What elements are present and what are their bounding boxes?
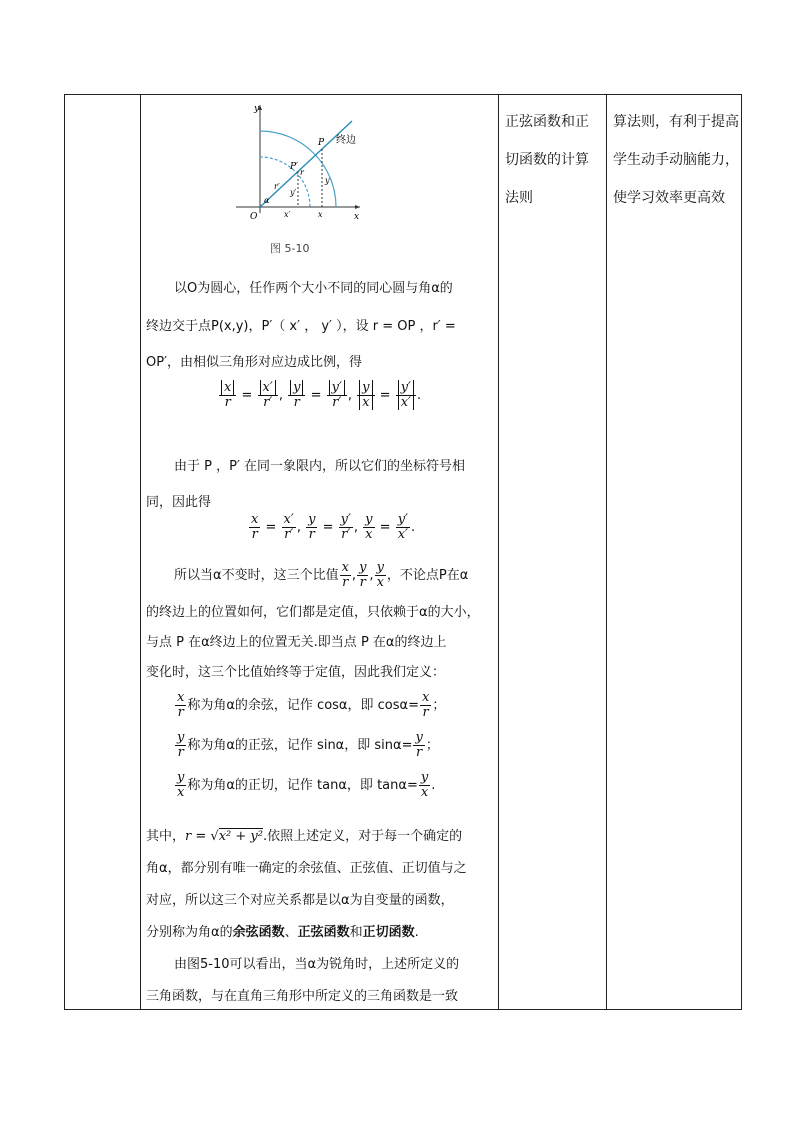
text-run: 称为角α的正弦，记作 sinα，即 sinα=	[187, 738, 413, 753]
bold-term: 余弦函数	[232, 925, 285, 940]
bold-term: 正切函数	[362, 925, 415, 940]
cell-line: 切函数的计算	[505, 152, 589, 168]
bold-term: 正弦函数	[297, 925, 350, 940]
paragraph-line: 终边交于点P(x,y)，P′（ x′ ， y′ ），设 r = OP ，r′ =	[146, 319, 456, 334]
definition-tan: $\frac{y}{x}$ 称为角α的正切，记作 tanα，即 tanα= $\frac{y}{x}$ .	[177, 770, 436, 800]
r-label: r	[300, 168, 304, 177]
yp-seg-label: y′	[290, 188, 297, 197]
lesson-table	[64, 94, 742, 1010]
origin-label: O	[250, 212, 258, 221]
ratio-formula-2: $\frac{x}{r}$ = $\frac{x'}{r'}$ , $\frac{y}{r}$ = $\frac{y'}{r'}$ , $\frac{y}{x}$ = $\frac{y'}{x'}$ .	[251, 512, 416, 542]
text-run: 、	[284, 925, 298, 940]
text-run: 其中，	[146, 829, 186, 844]
paragraph-line: 同，因此得	[146, 495, 212, 510]
definition-sin: $\frac{y}{r}$ 称为角α的正弦，记作 sinα，即 sinα= $\frac{y}{r}$ ；	[177, 730, 439, 760]
text-run: 所以当α不变时，这三个比值	[174, 568, 339, 583]
cell-line: 使学习效率更高效	[613, 190, 725, 206]
paragraph-line: 所以当α不变时，这三个比值 $\frac{x}{r}$ , $\frac{y}{r}$ , $\frac{y}{x}$ ，不论点P在α	[174, 560, 469, 590]
text-run: .	[414, 925, 419, 940]
alpha-label: α	[264, 196, 270, 205]
cell-line: 法则	[505, 190, 533, 206]
paragraph-line: 与点 P 在α终边上的位置无关.即当点 P 在α的终边上	[146, 635, 447, 650]
terminal-side	[260, 121, 352, 207]
terminal-side-label: 终边	[336, 135, 356, 146]
paragraph-line: 以O为圆心，任作两个大小不同的同心圆与角α的	[174, 281, 453, 296]
paragraph-line: 三角函数，与在直角三角形中所定义的三角函数是一致	[146, 989, 459, 1004]
text-run: 分别称为角α的	[146, 925, 233, 940]
design-intent-cell	[613, 103, 739, 217]
cell-line: 学生动手动脑能力，	[613, 152, 739, 168]
cell-line: 正弦函数和正	[505, 114, 589, 130]
teaching-point-cell	[505, 103, 589, 217]
rp-label: r′	[274, 182, 280, 191]
x-axis-arrow	[355, 205, 360, 209]
paragraph-line: OP′，由相似三角形对应边成比例，得	[146, 355, 363, 370]
paragraph-line: 变化时，这三个比值始终等于定值，因此我们定义：	[146, 665, 446, 680]
unit-circle-figure	[232, 101, 362, 221]
paragraph-line	[146, 921, 419, 940]
text-run: ，不论点P在α	[386, 568, 469, 583]
column-divider	[498, 95, 499, 1009]
column-divider	[140, 95, 141, 1009]
ratio-formula-1: $\frac{x}{r}$ = $\frac{x'}{r'}$ , $\frac{y}{r}$ = $\frac{y'}{r'}$ , $\frac{y}{x}$ = $\frac{y'}{x'}$ .	[218, 381, 421, 410]
cell-line: 算法则，有利于提高	[613, 114, 739, 130]
definition-cos: $\frac{x}{r}$ 称为角α的余弦，记作 cosα，即 cosα= $\frac{x}{r}$ ；	[177, 690, 446, 720]
figure-caption: 图 5-10	[270, 242, 310, 255]
xp-seg-label: x′	[284, 210, 291, 219]
paragraph-line: 的终边上的位置如何，它们都是定值，只依赖于α的大小，	[146, 605, 480, 620]
pp-label: P′	[290, 162, 299, 172]
x-label: x	[354, 212, 360, 221]
text-run: 称为角α的正切，记作 tanα，即 tanα=	[187, 778, 418, 793]
x-seg-label: x	[318, 210, 323, 219]
y-label: y	[254, 104, 260, 114]
paragraph-line: 由于 P ，P′ 在同一象限内，所以它们的坐标符号相	[174, 459, 466, 474]
p-label: P	[318, 138, 325, 148]
paragraph-line: 由图5-10可以看出，当α为锐角时，上述所定义的	[174, 957, 460, 972]
paragraph-line: 其中，r = √x² + y².依照上述定义，对于每一个确定的	[146, 829, 463, 844]
text-run: 和	[349, 925, 363, 940]
paragraph-line: 对应，所以这三个对应关系都是以α为自变量的函数，	[146, 893, 454, 908]
text-run: 称为角α的余弦，记作 cosα，即 cosα=	[187, 698, 419, 713]
column-divider	[606, 95, 607, 1009]
text-run: .依照上述定义，对于每一个确定的	[262, 829, 463, 844]
paragraph-line: 角α，都分别有唯一确定的余弦值、正弦值、正切值与之	[146, 861, 467, 876]
y-seg-label: y	[325, 176, 330, 185]
